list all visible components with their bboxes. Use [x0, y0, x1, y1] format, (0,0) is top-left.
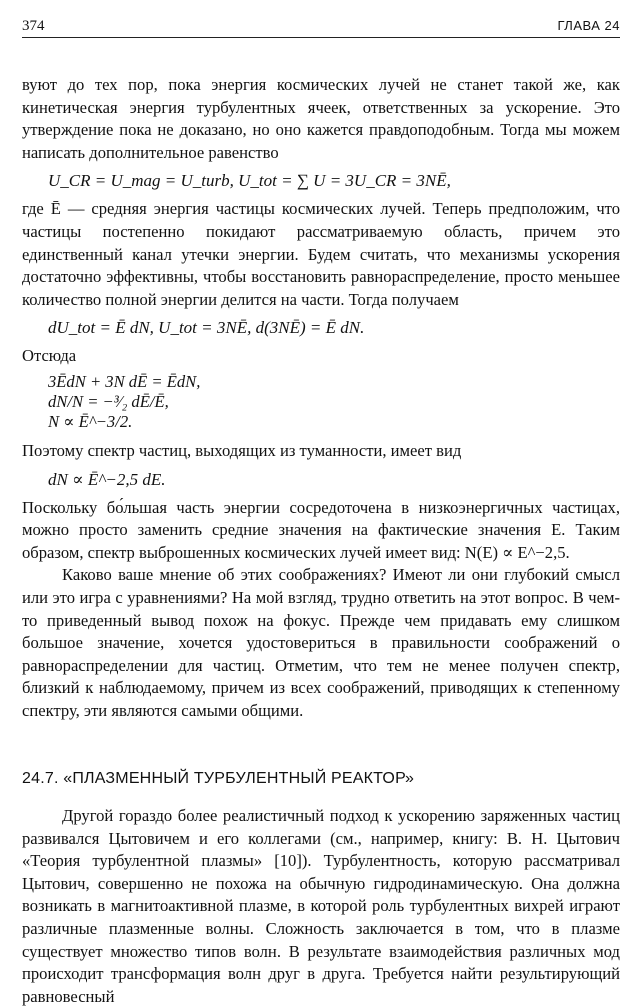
chapter-title: ГЛАВА 24	[557, 18, 620, 33]
page-body	[22, 74, 620, 1008]
equation: U_CR = U_mag = U_turb, U_tot = ∑ U = 3U_CR = 3NĒ,	[48, 171, 451, 191]
equation-line: 3ĒdN + 3N dĒ = ĒdN,	[48, 371, 201, 391]
page-number: 374	[22, 18, 45, 34]
equation-line: dN/N = −³⁄₂ dĒ/Ē,	[48, 391, 169, 411]
equation: dN ∝ Ē^−2,5 dE.	[48, 469, 166, 489]
book-page	[22, 18, 620, 1008]
paragraph: Поэтому спектр частиц, выходящих из туманности, имеет вид	[22, 440, 462, 460]
paragraph: Другой гораздо более реалистичный подход к ускорению заряженных частиц развивался Цытовичем и его коллегами (см., например, книгу: В. Н. Цытович «Теория турбулентной плазмы» [10]). Турбулентность, которую рассматривал Цытович, совершенно не похожа на обычную гидродинамическую. Она должна возникать в магнитоактивной плазме, в которой роль турбулентных вихрей играют различные плазменные волны. Сложность заключается в том, что в плазме существует множество типов волн. В результате взаимодействия различных мод происходит трансформация волн друг в друга. Требуется найти результирующий равновесный	[22, 806, 620, 1006]
paragraph: где Ē — средняя энергия частицы космических лучей. Теперь предположим, что частицы постепенно покидают рассматриваемую область, причем это единственный канал утечки энергии. Будем считать, что механизмы ускорения достаточно эффективны, чтобы восстановить равнораспределение, просто меньшее количество полной энергии делится на части. Тогда получаем	[22, 199, 620, 309]
paragraph: вуют до тех пор, пока энергия космических лучей не станет такой же, как кинетическая энергия турбулентных ячеек, ответственных за ускорение. Это утверждение пока не доказано, но оно кажется правдоподобным. Тогда мы можем написать дополнительное равенство	[22, 75, 620, 162]
equation: dU_tot = Ē dN, U_tot = 3NĒ, d(3NĒ) = Ē dN.	[48, 318, 365, 338]
running-header	[22, 18, 620, 38]
equation-block	[48, 372, 620, 432]
paragraph: Поскольку бо́льшая часть энергии сосредоточена в низкоэнергичных частицах, можно просто заменить средние значения на фактические значения E. Таким образом, спектр выброшенных космических лучей имеет вид: N(E) ∝ E^−2,5.	[22, 497, 620, 562]
equation-line: N ∝ Ē^−3/2.	[48, 411, 133, 431]
section-heading: 24.7. «ПЛАЗМЕННЫЙ ТУРБУЛЕНТНЫЙ РЕАКТОР»	[22, 770, 415, 788]
paragraph: Отсюда	[22, 346, 77, 366]
paragraph: Каково ваше мнение об этих соображениях? Имеют ли они глубокий смысл или это игра с уравнениями? На мой взгляд, трудно ответить на этот вопрос. В чем-то приведенный вывод похож на фокус. Прежде чем придавать ему слишком большое значение, хочется удостовериться в правильности соображений о равнораспределении для частиц. Отметим, что тем не менее получен спектр, близкий к наблюдаемому, причем из всех соображений, приводящих к степенному спектру, эти являются самыми общими.	[22, 565, 620, 720]
